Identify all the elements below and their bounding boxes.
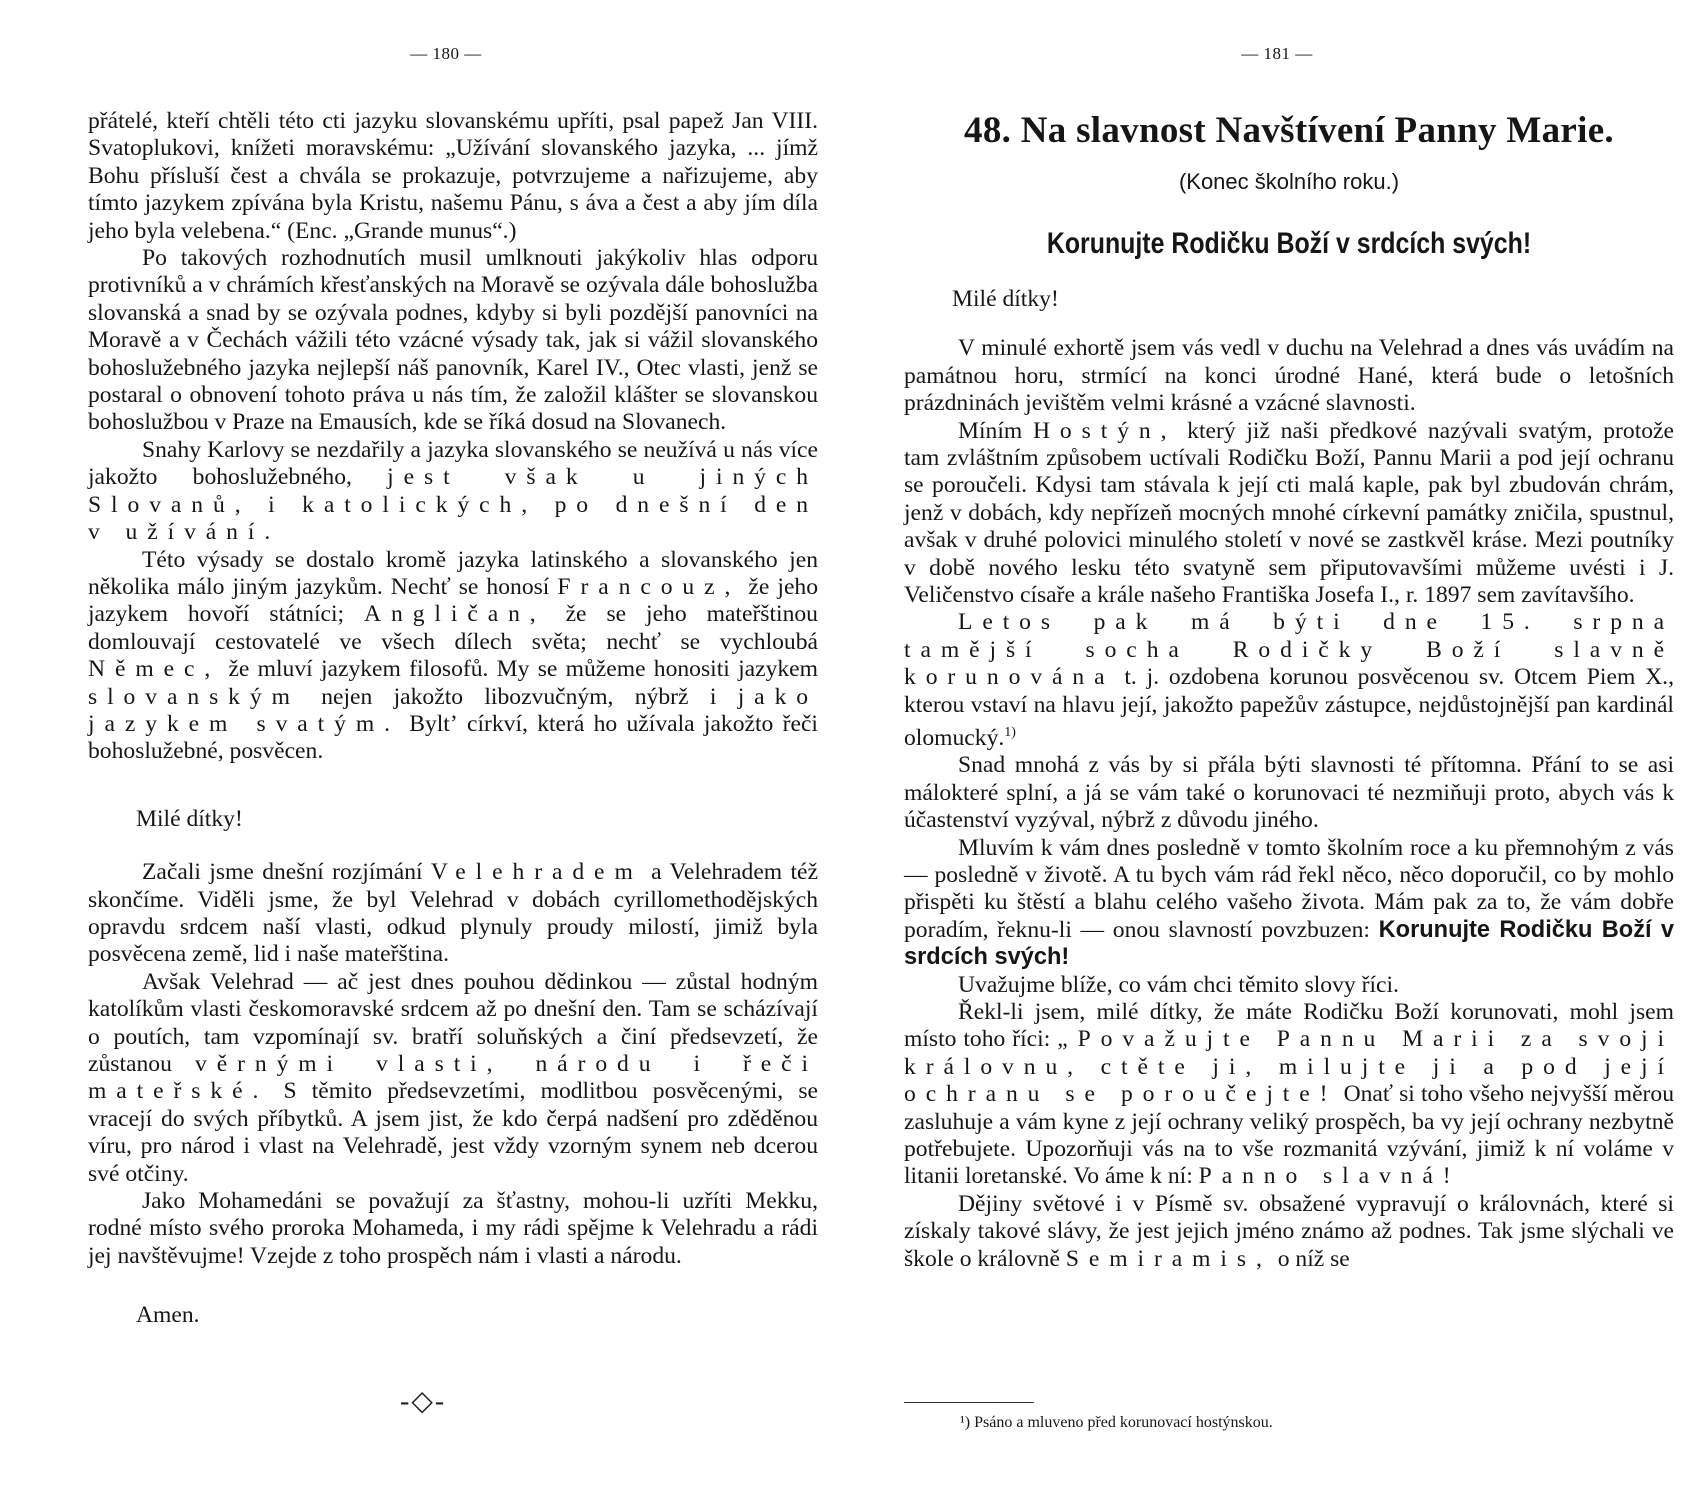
chapter-title: 48. Na slavnost Navštívení Panny Marie. (964, 110, 1614, 151)
text-run: že jeho jazykem hovoří státníci; (88, 573, 819, 628)
text-run: S těmito předsevzetími, modlitbou posvěcenými, se vracejí do svých příbytků. A jsem jist, že kdo čerpá nadšení pro zděděnou víru, pro národ i vlast na Velehradě, jest vždy vzorným synem neb dcerou své otčiny. (88, 1078, 818, 1187)
paragraph (88, 547, 818, 766)
spaced-emphasis: „Považujte Pannu Marii za svoji královnu, ctěte ji, milujte ji a pod její ochranu se poroučejte! (904, 1026, 1674, 1108)
paragraph: V minulé exhortě jsem vás vedl v duchu na Velehrad a dnes vás uvádím na památnou horu, strmící na konci úrodné Hané, která bude o letošních prázdninách jevištěm velmi krásné a vzácné slavnosti. (904, 335, 1674, 417)
paragraph: Snad mnohá z vás by si přála býti slavnosti té přítomna. Přání to se asi málokteré splní, a já se vám také o korunovaci té nezmiňuji proto, abych vás k účastenství vyzýval, nýbrž z důvodu jiného. (904, 752, 1674, 834)
spaced-emphasis: Hostýn, (1032, 417, 1177, 444)
text-run: Onať si toho všeho nejvyšší měrou zasluhuje a vám kyne z její ochrany veliký prospěch, ba vy její ochrany nezbytně potřebujete. Upozorňuji vás na to vše rozmanitá vzývání, jimiž k ní voláme v litanii loretanské. Vo áme k ní: (904, 1081, 1674, 1190)
spaced-emphasis: věrnými vlasti, národu i řeči mateřské. (88, 1051, 818, 1105)
spaced-emphasis: Semiramis, (1065, 1245, 1272, 1272)
footnote: ¹) Psáno a mluveno před korunovací hostýnskou. (960, 1414, 1273, 1431)
text-run: který již naši předkové nazývali svatým, protože tam zvláštním způsobem uctívali Rodičku Boží, Pannu Marii a pod její ochranu se poroučeli. Kdysi tam stávala k její cti malá kaple, pak byl zbudován chrám, jenž v dobách, kdy nepřízeň mocných mnohé církevní památky zničila, spustnul, avšak v druhé polovici minulého století v nové se zastkvěl kráse. Mezi poutníky v době nového lesku této svatyně sem připutovavšími můžeme uvésti i J. Veličenstvo císaře a krále našeho Františka Josefa I., r. 1897 sem zavítavšího. (904, 417, 1674, 609)
text-run: t. j. ozdobena korunou posvěcenou sv. Otcem Piem X., kterou vstaví na hlavu její, jakožto papežův zástupce, nejdůstojnější pan kardinál olomucký. (904, 664, 1674, 751)
text-run: že mluví jazykem filosofů. My se můžeme honositi jazykem (228, 656, 818, 683)
paragraph (904, 609, 1674, 752)
text-run: o níž se (1277, 1245, 1350, 1272)
text-run: Byltʼ církví, která ho užívala jakožto řeči bohoslužebné, posvěcen. (88, 710, 818, 765)
paragraph (88, 437, 818, 547)
paragraph: Uvažujme blíže, co vám chci těmito slovy říci. (958, 971, 1399, 998)
spaced-emphasis: Velehradem (430, 859, 643, 886)
spaced-emphasis: Němec, (88, 656, 221, 683)
end-ornament: -◇- (400, 1386, 447, 1417)
text-run: Avšak Velehrad — ač jest dnes pouhou dědinkou — zůstal hodným katolíkům vlasti českomoravské srdcem až po dnešní den. Tam se scházívají o poutích, tam vzpomínají sv. bratří soluňských a činí předsevzetí, že zůstanou (88, 968, 818, 1077)
spaced-emphasis: Letos pak má býti dne 15. srpna tamější socha Rodičky Boží slavně korunována (904, 609, 1674, 691)
text-run: Mluvím k vám dnes posledně v tomto školním roce a ku přemnohým z vás — posledně v životě. A tu bych vám rád řekl něco, něco doporučil, co by mohlo přispěti ku štěstí a blahu celého vašeho života. Mám pak za to, že vám dobře poradím, řeknu-li — onou slavností povzbuzen: (904, 834, 1674, 943)
paragraph: přátelé, kteří chtěli této cti jazyku slovanskému upříti, psal papež Jan VIII. Svatoplukovi, knížeti moravskému: „Užívání slovanského jazyka, ... jímž Bohu přísluší čest a chvála se prokazuje, potvrzujeme a nařizujeme, aby tímto jazykem zpívána byla Kristu, našemu Pánu, s áva a čest a aby jím díla jeho byla velebena.“ (Enc. „Grande munus“.) (88, 108, 818, 244)
text-run: Dějiny světové i v Písmě sv. obsažené vypravují o královnách, které si získaly takové slávy, že jest jejich jméno známo až podnes. Tak jsme slýchali ve škole o královně (904, 1190, 1674, 1272)
bold-motto-inline: Korunujte Rodičku Boží v srdcích svých! (904, 916, 1674, 971)
paragraph (88, 969, 818, 1188)
text-run: a Velehradem též skončíme. Viděli jsme, že byl Velehrad v dobách cyrillomethodějských opravdu srdcem naší vlasti, odkud plynuly proudy milostí, jimiž byla posvěcena země, lid i naše mateřština. (88, 859, 818, 968)
spaced-emphasis: jako jazykem svatým. (88, 683, 818, 737)
text-run: Míním (958, 417, 1023, 444)
text-run: Snahy Karlovy se nezdařily a jazyka slovanského se neužívá u nás více jakožto bohoslužebného, (88, 436, 818, 491)
spaced-emphasis: Panno slavná! (1198, 1163, 1461, 1190)
spaced-emphasis: Angličan, (364, 601, 546, 628)
spaced-emphasis: slovanským (88, 683, 300, 710)
text-run: Začali jsme dnešní rozjímání (142, 859, 423, 886)
page-number: — 181 — (1241, 44, 1313, 63)
motto-heading: Korunujte Rodičku Boží v srdcích svých! (1046, 227, 1532, 260)
paragraph: Po takových rozhodnutích musil umlknouti jakýkoliv hlas odporu protivníků a v chrámích křesťanských na Moravě se ozývala dále bohoslužba slovanská a snad by se ozývala podnes, kdyby si byli pozdější panovníci na Moravě a v Čechách vážili této vzácné výsady tak, jak si vážil slovanského bohoslužebného jazyka nejlepší náš panovník, Karel IV., Otec vlasti, jenž se postaral o obnovení tohoto práva u nás tím, že založil klášter se slovanskou bohoslužbou v Praze na Emausích, kde se říká dosud na Slovanech. (88, 245, 818, 436)
spaced-emphasis: jest však u jiných Slovanů, i katolických, po dnešní den v užívání. (88, 464, 818, 546)
paragraph (904, 999, 1674, 1191)
text-run: nejen jakožto libozvučným, nýbrž i (321, 683, 717, 710)
salutation: Milé dítky! (136, 805, 243, 832)
paragraph (904, 1191, 1674, 1273)
spaced-emphasis: Francouz, (557, 573, 741, 600)
paragraph (88, 859, 818, 969)
footnote-marker: 1) (1004, 725, 1016, 741)
paragraph (904, 418, 1674, 610)
paragraph (904, 835, 1674, 972)
left-page-body (88, 108, 818, 1330)
chapter-subtitle: (Konec školního roku.) (1178, 169, 1400, 194)
paragraph: Jako Mohamedáni se považují za šťastny, mohou-li uzříti Mekku, rodné místo svého proroka Mohameda, i my rádi spějme k Velehradu a rádi jej navštěvujme! Vzejde z toho prospěch nám i vlasti a národu. (88, 1188, 818, 1269)
text-run: Řekl-li jsem, milé dítky, že máte Rodičku Boží korunovati, mohl jsem místo toho říci: (904, 999, 1674, 1053)
text-run: že se jeho mateřštinou domlouvají cestovatelé ve všech dílech světa; nechť se vychloubá (88, 601, 818, 655)
page-number: — 180 — (410, 44, 482, 63)
footnote-rule (904, 1402, 1034, 1403)
salutation: Milé dítky! (952, 286, 1059, 312)
right-page-body (904, 108, 1674, 1273)
closing-amen: Amen. (136, 1302, 200, 1329)
text-run: Této výsady se dostalo kromě jazyka latinského a slovanského jen několika málo jiným jazykům. Nechť se honosí (88, 546, 818, 600)
